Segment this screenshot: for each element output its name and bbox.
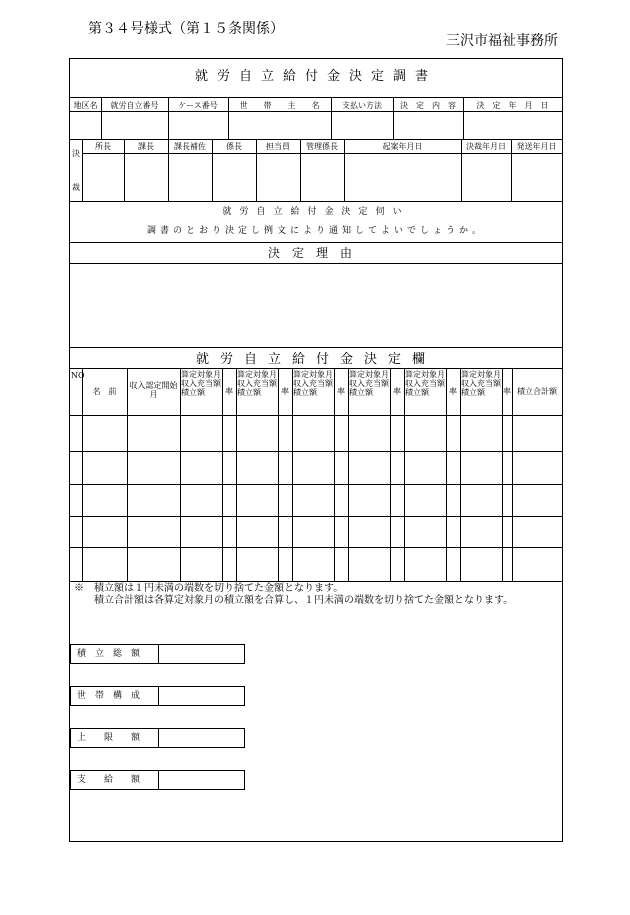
summary-payment-amount [70,770,245,790]
approval-label-top: 決 [72,149,80,158]
summary-total-savings-label: 積 立 総 額 [71,645,159,663]
col-no: NO [71,371,85,380]
decision-form [69,58,563,842]
approval-unit-chief: 係長 [226,142,242,151]
approval-caseworker: 担当員 [266,142,290,151]
approval-deputy-chief: 課長補佐 [174,142,206,151]
approval-decision-date: 決裁年月日 [466,142,506,151]
header-decision-content: 決 定 内 容 [400,101,456,110]
col-rate-6: 率 [503,387,511,396]
header-district: 地区名 [73,101,98,110]
summary-household-composition [70,686,245,706]
col-target-amount-4: 算定対象月収入充当額積立額 [349,370,389,397]
header-case-number: ケース番号 [178,101,218,110]
summary-household-composition-label: 世 帯 構 成 [71,687,159,705]
approval-section-chief: 課長 [138,142,154,151]
summary-payment-amount-label: 支 給 額 [71,771,159,789]
col-name: 名 前 [92,387,117,396]
reason-title: 決定理由 [267,246,364,260]
col-rate-1: 率 [225,387,233,396]
header-payment-method: 支払い方法 [342,101,382,110]
col-rate-2: 率 [281,387,289,396]
header-household-head: 世 帯 主 名 [239,101,320,110]
summary-upper-limit [70,728,245,748]
col-target-amount-3: 算定対象月収入充当額積立額 [293,370,333,397]
col-rate-3: 率 [337,387,345,396]
form-number: 第３４号様式（第１５条関係） [88,21,284,37]
col-target-amount-6: 算定対象月収入充当額積立額 [461,370,501,397]
approval-draft-date: 起案年月日 [382,142,423,151]
col-rate-4: 率 [393,387,401,396]
decision-title: 就労自立給付金決定欄 [195,352,436,367]
col-start-month: 収入認定開始月 [129,381,178,399]
col-total: 積立合計額 [517,387,557,396]
col-target-amount-2: 算定対象月収入充当額積立額 [237,370,277,397]
approval-admin-chief: 管理係長 [306,142,338,151]
office-name: 三沢市福祉事務所 [446,33,558,49]
col-target-amount-1: 算定対象月収入充当額積立額 [181,370,221,397]
form-title: 就労自立給付金決定調書 [194,69,437,84]
header-decision-date: 決 定 年 月 日 [476,101,549,110]
summary-upper-limit-label: 上 限 額 [71,729,159,747]
header-employment-number: 就労自立番号 [110,101,159,110]
request-text: 調書のとおり決定し例文により通知してよいでしょうか。 [146,226,485,236]
request-title: 就労自立給付金決定伺い [222,207,410,217]
note-line-1: ※ 積立額は１円未満の端数を切り捨てた金額となります。 [74,583,344,594]
note-line-2: 積立合計額は各算定対象月の積立額を合算し、１円未満の端数を切り捨てた金額となります。 [74,595,514,606]
summary-total-savings [70,644,245,664]
approval-director: 所長 [95,142,111,151]
approval-dispatch-date: 発送年月日 [516,142,557,151]
col-target-amount-5: 算定対象月収入充当額積立額 [405,370,445,397]
col-rate-5: 率 [449,387,457,396]
approval-label-bottom: 裁 [72,183,80,192]
